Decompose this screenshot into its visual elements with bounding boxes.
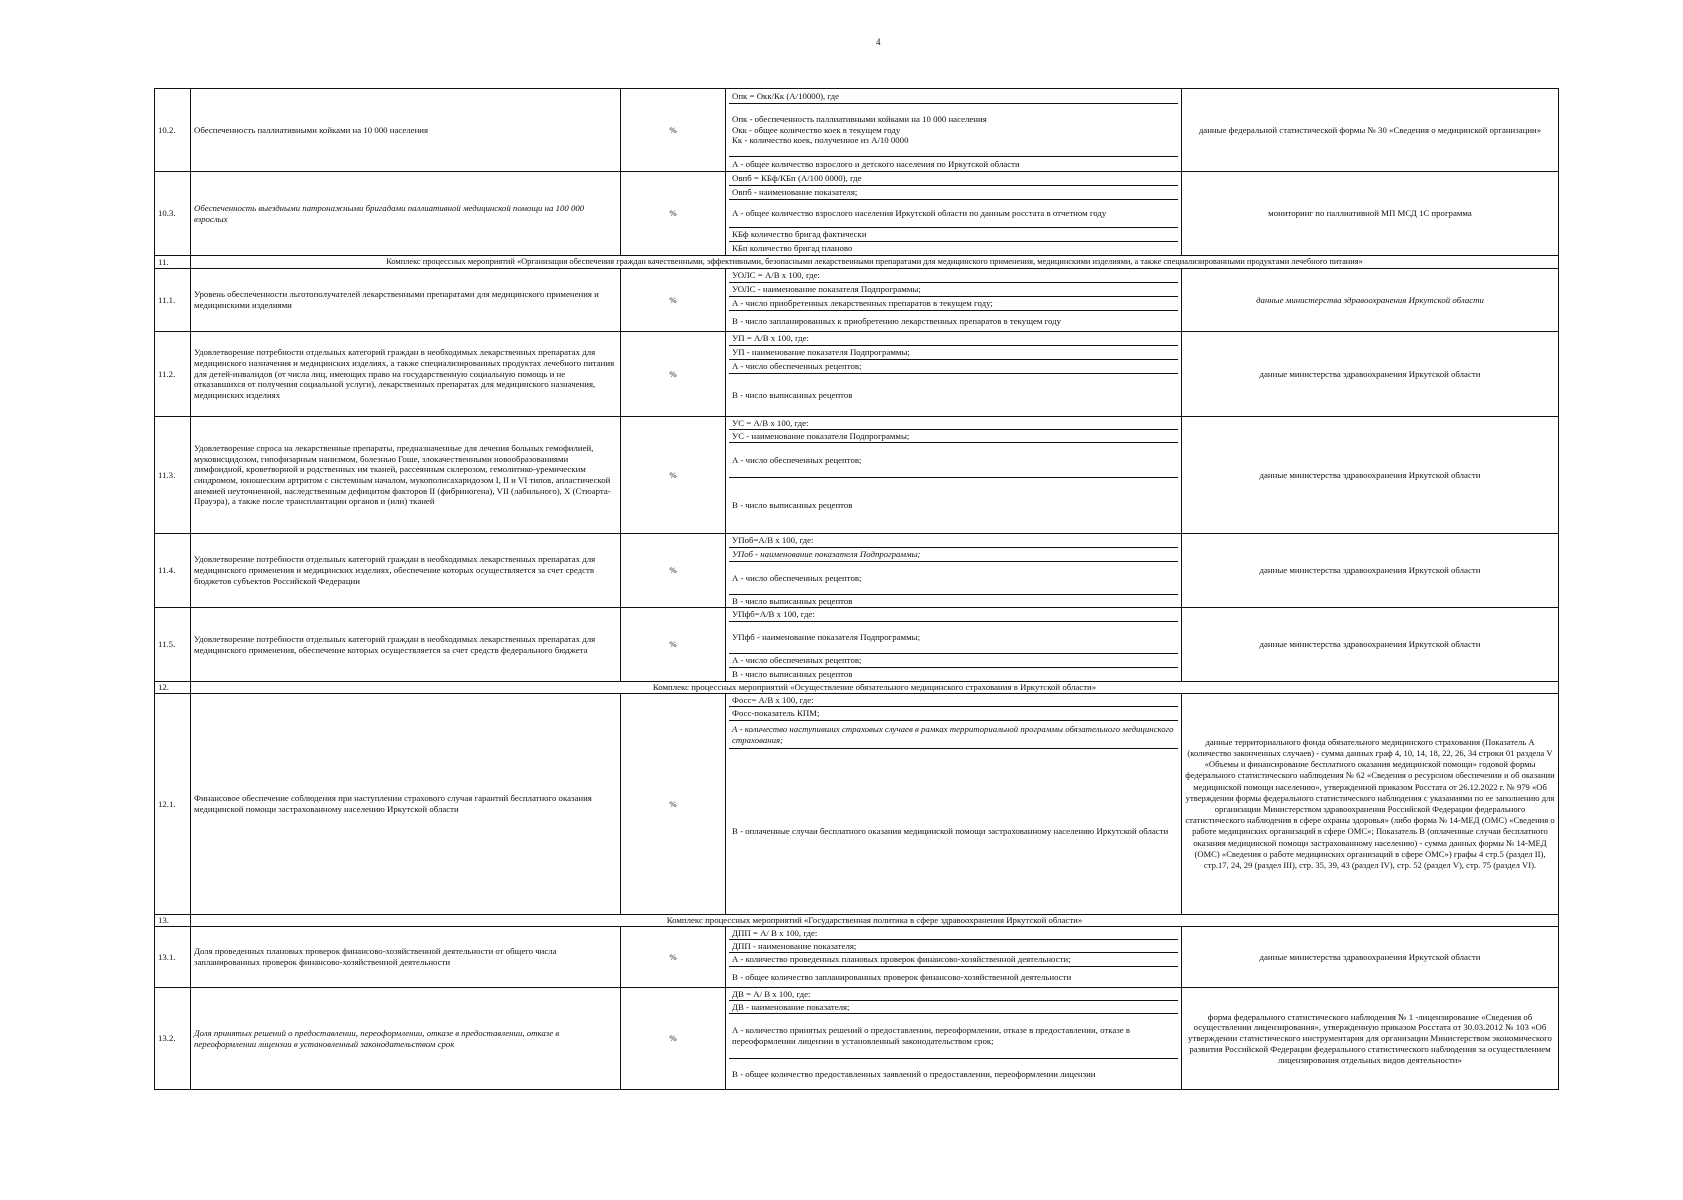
table-row	[155, 694, 1559, 915]
table-row	[155, 927, 1559, 988]
row-number: 12.1.	[155, 694, 191, 915]
section-title: Комплекс процессных мероприятий «Государственная политика в сфере здравоохранения Иркутской области»	[191, 915, 1559, 927]
table-row	[155, 988, 1559, 1090]
formula-line: В - оплаченные случаи бесплатного оказания медицинской помощи застрахованному населению Иркутской области	[732, 826, 1169, 837]
data-source: данные территориального фонда обязательного медицинского страхования (Показатель А (количество законченных случаев) - сумма данных граф 4, 10, 14, 18, 22, 26, 34 строки 01 раздела V «Объемы и финансирование бесплатного оказания медицинской помощи» годовой формы федерального статистического наблюдения № 62 «Сведения о ресурсном обеспечении и об оказании медицинской помощи населению», утвержденной приказом Росстата от 26.12.2022 г. № 979 «Об утверждении формы федерального статистического наблюдения с указаниями по ее заполнению для организации Министерством здравоохранения Российской Федерации федерального статистического наблюдения в сфере охраны здоровья» (либо форма № 14-МЕД (ОМС) «Сведения о работе медицинских организаций в сфере ОМС»; Показатель В (оплаченные случаи бесплатного оказания медицинской помощи застрахованному населению) - сумма данных формы № 14-МЕД (ОМС) «Сведения о работе медицинских организаций в сфере ОМС») графы 4 стр.5 (раздел II), стр.17, 24, 29 (раздел III), стр. 35, 39, 43 (раздел IV), стр. 52 (раздел V), стр. 75 (раздел VI).	[1182, 694, 1559, 915]
data-source: данные федеральной статистической формы № 30 «Сведения о медицинской организации»	[1182, 89, 1559, 172]
unit: %	[621, 417, 726, 534]
formula-line: А - число обеспеченных рецептов;	[729, 562, 1178, 595]
section-number: 11.	[155, 256, 191, 269]
indicator-name: Удовлетворение потребности отдельных категорий граждан в необходимых лекарственных препаратах для медицинского применения, обеспечение которых осуществляется за счет средств федерального бюджета	[191, 608, 621, 682]
row-number: 11.5.	[155, 608, 191, 682]
formula-line: УПфб=А/В х 100, где:	[729, 608, 1178, 622]
formula-line: А - общее количество взрослого населения Иркутской области по данным росстата в отчетном году	[729, 200, 1178, 228]
table-row	[155, 608, 1559, 682]
formula-line: УС - наименование показателя Подпрограммы;	[729, 430, 1178, 443]
formula-line: УПоб - наименование показателя Подпрограммы;	[729, 548, 1178, 562]
formula-cell	[726, 927, 1182, 988]
formula-line: А - количество наступивших страховых случаев в рамках территориальной программы обязательного медицинского страхования;	[729, 721, 1178, 749]
section-row	[155, 256, 1559, 269]
formula-line: В - число выписанных рецептов	[732, 595, 853, 606]
row-number: 13.1.	[155, 927, 191, 988]
indicator-name: Удовлетворение потребности отдельных категорий граждан в необходимых лекарственных препаратах для медицинского применения и медицинских изделиях, обеспечение которых осуществляется за счет средств бюджетов субъектов Российской Федерации	[191, 534, 621, 608]
formula-line: УОЛС - наименование показателя Подпрограммы;	[729, 283, 1178, 297]
formula-cell	[726, 89, 1182, 172]
data-source: форма федерального статистического наблюдения № 1 -лицензирование «Сведения об осуществлении лицензирования», утвержденную приказом Росстата от 30.03.2012 № 103 «Об утверждении статистического инструментария для организации Министерством экономического развития Российской Федерации федерального статистического наблюдения за осуществлением лицензирования отдельных видов деятельности»	[1182, 988, 1559, 1090]
formula-cell	[726, 694, 1182, 915]
table-row	[155, 417, 1559, 534]
formula-line: КБф количество бригад фактически	[729, 228, 1178, 242]
formula-line: Фосс-показатель КПМ;	[729, 707, 1178, 721]
section-row	[155, 915, 1559, 927]
indicator-name: Доля проведенных плановых проверок финансово-хозяйственной деятельности от общего числа запланированных проверок финансово-хозяйственной деятельности	[191, 927, 621, 988]
table-row	[155, 172, 1559, 256]
section-title: Комплекс процессных мероприятий «Организация обеспечения граждан качественными, эффективными, безопасными лекарственными препаратами для медицинского применения, медицинскими изделиями, а также специализированными продуктами лечебного питания»	[191, 256, 1559, 269]
formula-line: УП = А/В х 100, где:	[729, 332, 1178, 346]
formula-line: КБп количество бригад планово	[732, 243, 853, 254]
data-source: мониторинг по паллиативной МП МСД 1С программа	[1182, 172, 1559, 256]
formula-line: УОЛС = А/В х 100, где:	[729, 269, 1178, 283]
formula-line: УПфб - наименование показателя Подпрограммы;	[729, 622, 1178, 654]
section-row	[155, 682, 1559, 694]
row-number: 11.4.	[155, 534, 191, 608]
formula-line: В - общее количество запланированных проверок финансово-хозяйственной деятельности	[732, 971, 1072, 982]
indicator-name: Удовлетворение спроса на лекарственные препараты, предназначенные для лечения больных гемофилией, муковисцидозом, гипофизарным нанизмом, болезнью Гоше, злокачественными новообразованиями лимфоидной, кроветворной и родственных им тканей, рассеянным склерозом, гемолитико-уремическим синдромом, юношеским артритом с системным началом, мукополисахаридозом I, II и VI типов, апластической анемией неуточненной, наследственным дефицитом факторов II (фибриногена), VII (лабильного), X (Стюарта-Прауэра), а также после трансплантации органов и (или) тканей	[191, 417, 621, 534]
formula-line: УПоб=А/В х 100, где:	[729, 534, 1178, 548]
formula-line: Фосс= А/В х 100, где:	[729, 694, 1178, 707]
formula-line: Опк - обеспеченность паллиативными койками на 10 000 населения Окк - общее количество коек в текущем году Кк - количество коек, полученное из А/10 0000	[729, 104, 1178, 157]
formula-cell	[726, 269, 1182, 332]
formula-line: Овпб = КБф/КБп (А/100 0000), где	[729, 172, 1178, 186]
formula-line: А - число обеспеченных рецептов;	[729, 360, 1178, 374]
formula-line: УС = А/В х 100, где:	[729, 417, 1178, 430]
formula-line: ДПП - наименование показателя;	[729, 940, 1178, 953]
row-number: 13.2.	[155, 988, 191, 1090]
formula-cell	[726, 332, 1182, 417]
data-source: данные министерства здравоохранения Иркутской области	[1182, 927, 1559, 988]
formula-line: А - общее количество взрослого и детского населения по Иркутской области	[732, 158, 1020, 169]
formula-cell	[726, 534, 1182, 608]
table-row	[155, 534, 1559, 608]
unit: %	[621, 172, 726, 256]
formula-cell	[726, 988, 1182, 1090]
formula-line: В - число запланированных к приобретению лекарственных препаратов в текущем году	[732, 315, 1062, 326]
formula-line: ДПП = А/ В х 100, где:	[729, 927, 1178, 940]
unit: %	[621, 269, 726, 332]
unit: %	[621, 534, 726, 608]
indicator-name: Удовлетворение потребности отдельных категорий граждан в необходимых лекарственных препаратах для медицинского назначения и медицинских изделиях, а также специализированных продуктах лечебного питания для детей-инвалидов (от числа лиц, имеющих право на государственную социальную помощь и не отказавшихся от получения социальной услуги), лекарственных препаратах для медицинского назначения, медицинских изделиях	[191, 332, 621, 417]
formula-cell	[726, 608, 1182, 682]
row-number: 11.3.	[155, 417, 191, 534]
formula-line: Опк = Окк/Кк (А/10000), где	[729, 89, 1178, 104]
unit: %	[621, 694, 726, 915]
formula-cell	[726, 172, 1182, 256]
table-row	[155, 89, 1559, 172]
unit: %	[621, 332, 726, 417]
unit: %	[621, 927, 726, 988]
indicator-name: Уровень обеспеченности льготополучателей лекарственными препаратами для медицинского применения и медицинскими изделиями	[191, 269, 621, 332]
formula-line: УП - наименование показателя Подпрограммы;	[729, 346, 1178, 360]
row-number: 10.3.	[155, 172, 191, 256]
formula-line: ДВ = А/ В х 100, где:	[729, 988, 1178, 1001]
row-number: 11.2.	[155, 332, 191, 417]
unit: %	[621, 608, 726, 682]
row-number: 11.1.	[155, 269, 191, 332]
indicator-name: Обеспеченность паллиативными койками на 10 000 населения	[191, 89, 621, 172]
section-title: Комплекс процессных мероприятий «Осуществление обязательного медицинского страхования в Иркутской области»	[191, 682, 1559, 694]
formula-line: А - количество проведенных плановых проверок финансово-хозяйственной деятельности;	[729, 953, 1178, 967]
formula-line: А - число обеспеченных рецептов;	[729, 654, 1178, 668]
row-number: 10.2.	[155, 89, 191, 172]
formula-line: А - количество принятых решений о предоставлении, переоформлении, отказе в предоставлении, отказе в переоформлении лицензии в установленный законодательством срок;	[729, 1014, 1178, 1059]
data-source: данные министерства здравоохранения Иркутской области	[1182, 534, 1559, 608]
data-source: данные министерства здравоохранения Иркутской области	[1182, 332, 1559, 417]
unit: %	[621, 89, 726, 172]
indicator-name: Доля принятых решений о предоставлении, переоформлении, отказе в предоставлении, отказе в переоформлении лицензии в установленный законодательством срок	[191, 988, 621, 1090]
section-number: 13.	[155, 915, 191, 927]
section-number: 12.	[155, 682, 191, 694]
page-number: 4	[876, 37, 881, 47]
data-source: данные министерства здравоохранения Иркутской области	[1182, 417, 1559, 534]
formula-line: А - число обеспеченных рецептов;	[729, 443, 1178, 478]
indicator-name: Финансовое обеспечение соблюдения при наступлении страхового случая гарантий бесплатного оказания медицинской помощи застрахованному населению Иркутской области	[191, 694, 621, 915]
formula-cell	[726, 417, 1182, 534]
table-row	[155, 269, 1559, 332]
formula-line: В - число выписанных рецептов	[732, 500, 853, 511]
table-row	[155, 332, 1559, 417]
formula-line: Овпб - наименование показателя;	[729, 186, 1178, 200]
data-source: данные министерства здравоохранения Иркутской области	[1182, 269, 1559, 332]
indicators-table	[154, 88, 1559, 1090]
formula-line: В - число выписанных рецептов	[732, 669, 853, 680]
unit: %	[621, 988, 726, 1090]
formula-line: В - общее количество предоставленных заявлений о предоставлении, переоформлении лицензии	[732, 1068, 1096, 1079]
data-source: данные министерства здравоохранения Иркутской области	[1182, 608, 1559, 682]
formula-line: А - число приобретенных лекарственных препаратов в текущем году;	[729, 297, 1178, 311]
formula-line: ДВ - наименование показателя;	[729, 1001, 1178, 1014]
formula-line: В - число выписанных рецептов	[732, 389, 853, 400]
indicator-name: Обеспеченность выездными патронажными бригадами паллиативной медицинской помощи на 100 000 взрослых	[191, 172, 621, 256]
